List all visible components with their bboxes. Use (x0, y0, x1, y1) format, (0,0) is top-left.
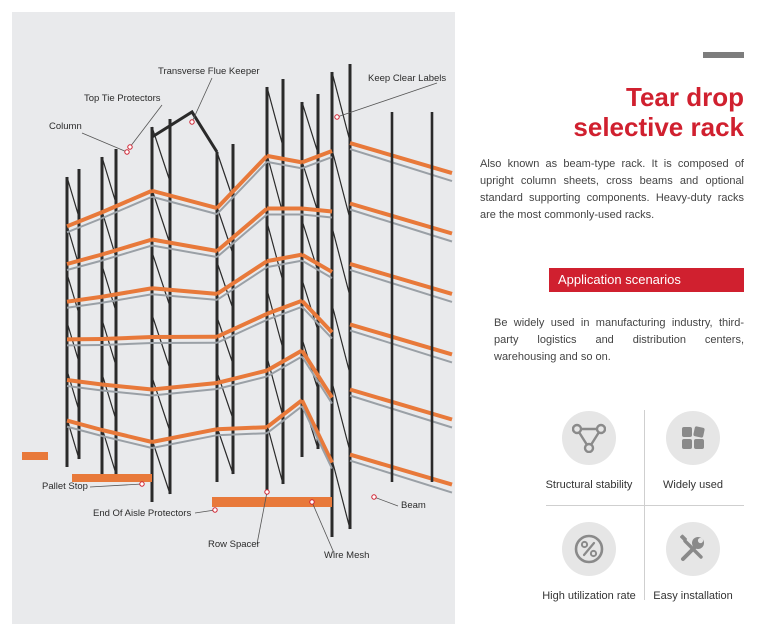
wire-mesh-deck (350, 149, 452, 181)
rack-beam (350, 390, 452, 420)
rack-bracing (102, 265, 116, 311)
rack-beam (152, 288, 217, 294)
feature-widely-used (645, 411, 741, 491)
callout-leader-line (192, 78, 212, 122)
wire-mesh-deck (217, 215, 267, 258)
page-title (573, 82, 744, 142)
callout-leader-line (195, 510, 215, 513)
rack-beam (302, 209, 332, 212)
rack-beam (217, 427, 267, 429)
pallet-stop (22, 452, 48, 460)
wire-mesh-deck (67, 303, 102, 308)
rack-bracing (152, 252, 170, 307)
rack-bracing (332, 227, 350, 297)
rack-beam (152, 240, 217, 252)
rack-bracing (302, 102, 318, 153)
callout-marker (190, 120, 194, 124)
rack-beam (67, 297, 102, 302)
callout-end-of-aisle-protectors: End Of Aisle Protectors (93, 508, 192, 519)
wire-mesh-deck (350, 330, 452, 362)
rack-bracing (332, 72, 350, 142)
feature-label: Widely used (663, 479, 723, 491)
wire-mesh-deck (217, 162, 267, 214)
wire-mesh-deck (217, 433, 267, 435)
rack-bracing (67, 370, 79, 410)
wire-mesh-deck (152, 294, 217, 300)
rack-bracing (332, 382, 350, 452)
transverse-flue-keeper (152, 112, 217, 152)
rack-illustration (12, 12, 455, 624)
title-line-1: Tear drop (626, 82, 744, 112)
callout-keep-clear-labels: Keep Clear Labels (368, 73, 447, 84)
rack-bracing (152, 377, 170, 432)
rack-beam (102, 337, 152, 339)
callout-marker (213, 508, 217, 512)
callout-marker (310, 500, 314, 504)
rack-bracing (67, 177, 79, 217)
feature-label: Easy installation (653, 590, 733, 602)
rack-bracing (267, 87, 283, 147)
rack-beam (217, 314, 267, 337)
triangle-nodes-icon (562, 411, 616, 465)
rack-illustration-panel (12, 12, 455, 624)
callout-beam: Beam (401, 500, 426, 511)
callout-marker (335, 115, 339, 119)
callout-leader-line (82, 133, 127, 152)
rack-beam (152, 383, 217, 390)
rack-bracing (217, 317, 233, 364)
product-description: Also known as beam-type rack. It is composed of upright column sheets, cross beams and optional standard supporting components. Heavy-duty racks are the most commonly-used racks. (480, 158, 744, 221)
wrench-screwdriver-icon (666, 522, 720, 576)
rack-beam (217, 371, 267, 384)
rack-beam (350, 455, 452, 485)
feature-label: Structural stability (545, 479, 633, 491)
callout-marker (128, 145, 132, 149)
percent-icon (562, 522, 616, 576)
rack-bracing (102, 157, 116, 203)
rack-beam (102, 430, 152, 442)
wire-mesh-deck (350, 270, 452, 302)
callout-leader-line (130, 105, 162, 147)
rack-beam (67, 380, 102, 385)
callout-marker (125, 150, 129, 154)
rack-bracing (67, 322, 79, 362)
wire-mesh-deck (102, 391, 152, 396)
feature-divider-horizontal (546, 505, 744, 506)
wire-mesh-deck (350, 210, 452, 242)
accent-bar (703, 52, 744, 58)
application-heading: Application scenarios (549, 268, 744, 292)
rack-bracing (267, 425, 283, 485)
callout-leader-line (90, 484, 142, 487)
title-line-2: selective rack (573, 112, 744, 142)
wire-mesh-deck (350, 396, 452, 428)
rack-beam (102, 385, 152, 390)
rack-bracing (152, 315, 170, 370)
rack-bracing (102, 374, 116, 420)
rack-bracing (332, 305, 350, 375)
rack-bracing (267, 222, 283, 282)
feature-easy-installation (645, 522, 741, 602)
rack-beam (350, 264, 452, 294)
rack-beam (350, 324, 452, 354)
callout-marker (372, 495, 376, 499)
rack-bracing (102, 320, 116, 366)
callout-pallet-stop: Pallet Stop (42, 481, 88, 492)
rack-beam (217, 261, 267, 294)
application-text: Be widely used in manufacturing industry, third-party logistics and distribution centers, warehousing and so on. (494, 317, 744, 363)
feature-structural-stability (541, 411, 637, 491)
wire-mesh-deck (350, 461, 452, 493)
rack-bracing (302, 161, 318, 212)
callout-leader-line (337, 83, 437, 117)
callout-leader-line (374, 497, 398, 506)
callout-column: Column (49, 121, 82, 132)
feature-label: High utilization rate (542, 590, 636, 602)
feature-high-utilization (541, 522, 637, 602)
rack-beam (152, 429, 217, 442)
rack-bracing (332, 460, 350, 530)
rack-bracing (332, 150, 350, 220)
grid-blocks-icon (666, 411, 720, 465)
rack-beam (67, 212, 102, 226)
callout-row-spacer: Row Spacer (208, 539, 260, 550)
callout-top-tie-protectors: Top Tie Protectors (84, 93, 161, 104)
rack-beam (102, 191, 152, 213)
rack-beam (217, 156, 267, 208)
callout-transverse-flue-keeper: Transverse Flue Keeper (158, 66, 260, 77)
rack-beam (350, 204, 452, 234)
rack-beam (350, 143, 452, 173)
callout-marker (265, 490, 269, 494)
callout-marker (140, 482, 144, 486)
callout-wire-mesh: Wire Mesh (324, 550, 370, 561)
